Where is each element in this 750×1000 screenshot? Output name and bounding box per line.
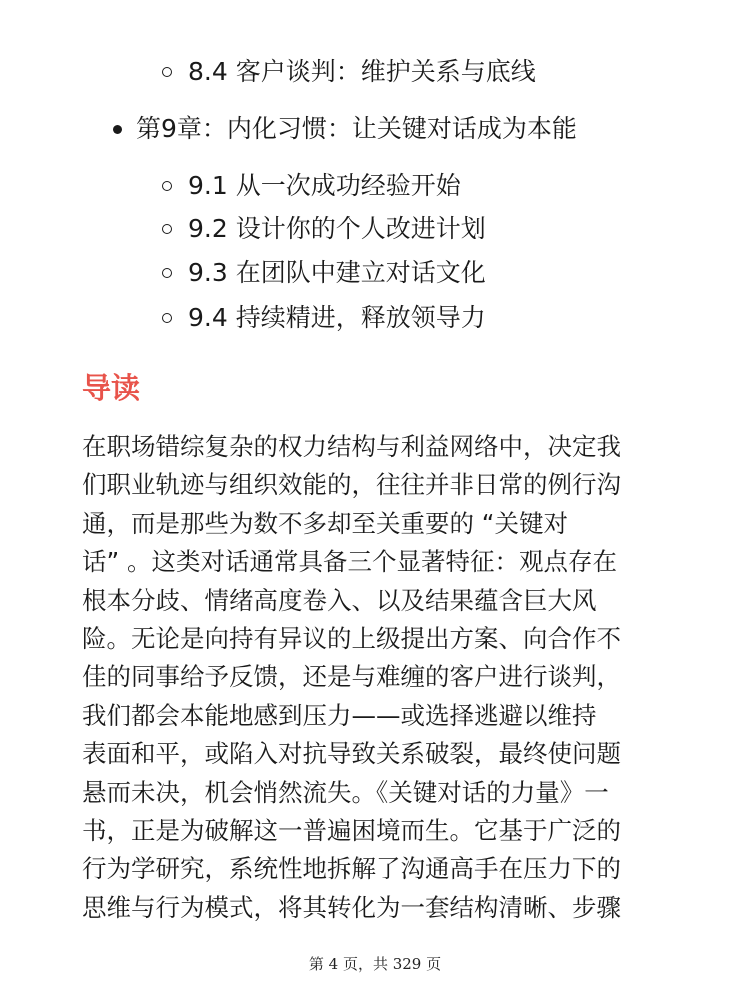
section-heading: 导读 <box>82 371 141 405</box>
paragraph-line: 通，而是那些为数不多却至关重要的 “关键对 <box>82 508 568 538</box>
paragraph-line: 根本分歧、情绪高度卷入、以及结果蕴含巨大风 <box>82 585 597 615</box>
paragraph-line: 思维与行为模式，将其转化为一套结构清晰、步骤 <box>82 892 621 922</box>
hollow-bullet-icon <box>162 181 172 191</box>
paragraph-line: 们职业轨迹与组织效能的，往往并非日常的例行沟 <box>82 470 621 500</box>
paragraph-line: 我们都会本能地感到压力——或选择逃避以维持 <box>82 700 597 730</box>
paragraph-line: 险。无论是向持有异议的上级提出方案、向合作不 <box>82 623 621 653</box>
toc-item-9-4 <box>162 303 486 333</box>
paragraph-line: 表面和平，或陷入对抗导致关系破裂，最终使问题 <box>82 739 621 769</box>
paragraph-line: 话” 。这类对话通常具备三个显著特征：观点存在 <box>82 547 617 577</box>
toc-item-text: 8.4 客户谈判：维护关系与底线 <box>188 57 536 86</box>
toc-item-9-2 <box>162 214 486 244</box>
filled-bullet-icon <box>113 125 122 134</box>
paragraph-line: 悬而未决，机会悄然流失。《关键对话的力量》一 <box>82 777 609 807</box>
paragraph-line: 佳的同事给予反馈，还是与难缠的客户进行谈判， <box>82 662 621 692</box>
toc-item-text: 9.1 从一次成功经验开始 <box>188 171 461 200</box>
toc-item-9-1 <box>162 171 461 201</box>
hollow-bullet-icon <box>162 313 172 323</box>
toc-item-text: 9.3 在团队中建立对话文化 <box>188 258 486 287</box>
toc-item-9-3 <box>162 258 486 288</box>
body-paragraph <box>82 428 672 927</box>
hollow-bullet-icon <box>162 67 172 77</box>
hollow-bullet-icon <box>162 224 172 234</box>
toc-item-8-4 <box>162 57 536 87</box>
paragraph-line: 书，正是为破解这一普遍困境而生。它基于广泛的 <box>82 815 621 845</box>
toc-item-text: 第9章：内化习惯：让关键对话成为本能 <box>136 114 577 143</box>
toc-item-chapter-9 <box>113 114 577 144</box>
toc-item-text: 9.2 设计你的个人改进计划 <box>188 214 486 243</box>
hollow-bullet-icon <box>162 268 172 278</box>
page-number-footer: 第 4 页，共 329 页 <box>308 955 442 973</box>
toc-item-text: 9.4 持续精进，释放领导力 <box>188 303 486 332</box>
paragraph-line: 行为学研究，系统性地拆解了沟通高手在压力下的 <box>82 854 621 884</box>
paragraph-line: 在职场错综复杂的权力结构与利益网络中，决定我 <box>82 432 621 461</box>
